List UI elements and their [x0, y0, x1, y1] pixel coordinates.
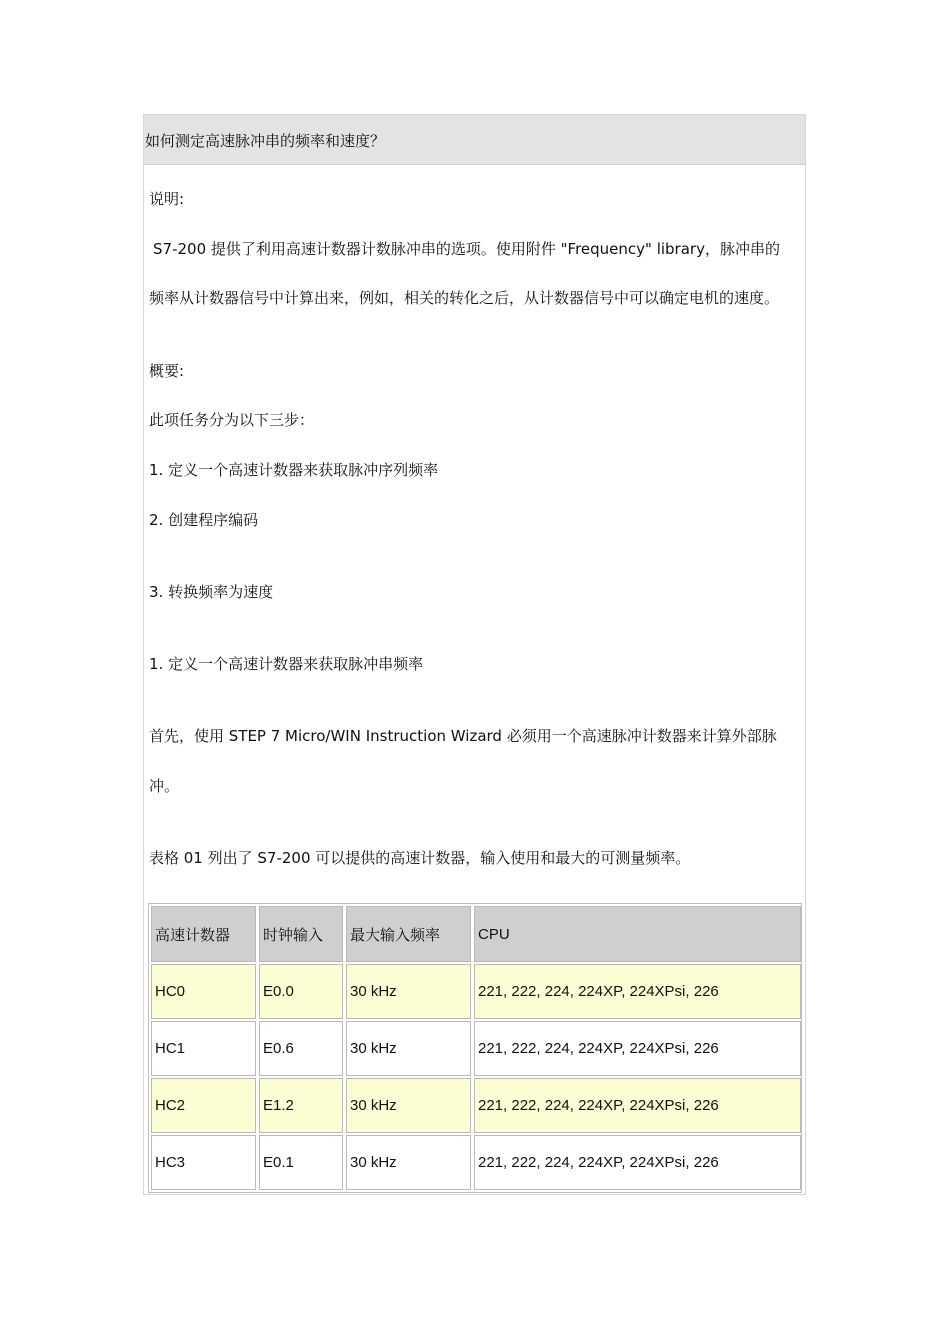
description-line-1: S7-200 提供了利用高速计数器计数脉冲串的选项。使用附件 "Frequency" library，脉冲串的 — [153, 240, 780, 258]
section-1-line-2: 冲。 — [149, 777, 180, 795]
table-header-cell: 高速计数器 — [151, 906, 256, 962]
table-intro: 表格 01 列出了 S7-200 可以提供的高速计数器，输入使用和最大的可测量频率。 — [149, 849, 691, 867]
table-cell: HC1 — [151, 1021, 256, 1076]
overview-label: 概要: — [149, 362, 185, 380]
table-cell: E0.1 — [259, 1135, 343, 1190]
table-cell: 221, 222, 224, 224XP, 224XPsi, 226 — [474, 1135, 801, 1190]
description-line-2: 频率从计数器信号中计算出来，例如，相关的转化之后，从计数器信号中可以确定电机的速度。 — [149, 289, 780, 307]
table-cell: 30 kHz — [346, 1078, 471, 1133]
step-2: 2. 创建程序编码 — [149, 511, 259, 529]
table-header-cell: 最大输入频率 — [346, 906, 471, 962]
overview-intro: 此项任务分为以下三步： — [149, 411, 315, 429]
section-1-line-1: 首先，使用 STEP 7 Micro/WIN Instruction Wizard 必须用一个高速脉冲计数器来计算外部脉 — [149, 727, 777, 745]
table-cell: 30 kHz — [346, 1021, 471, 1076]
section-1-heading: 1. 定义一个高速计数器来获取脉冲串频率 — [149, 655, 424, 673]
step-1: 1. 定义一个高速计数器来获取脉冲序列频率 — [149, 461, 439, 479]
page-title: 如何测定高速脉冲串的频率和速度？ — [145, 132, 386, 150]
step-3: 3. 转换频率为速度 — [149, 583, 274, 601]
table-cell: 30 kHz — [346, 1135, 471, 1190]
table-cell: E0.0 — [259, 964, 343, 1019]
table-cell: E1.2 — [259, 1078, 343, 1133]
table-cell: 221, 222, 224, 224XP, 224XPsi, 226 — [474, 1021, 801, 1076]
table-cell: 221, 222, 224, 224XP, 224XPsi, 226 — [474, 1078, 801, 1133]
table-cell: HC2 — [151, 1078, 256, 1133]
table-cell: 221, 222, 224, 224XP, 224XPsi, 226 — [474, 964, 801, 1019]
table-cell: HC0 — [151, 964, 256, 1019]
description-label: 说明: — [149, 190, 185, 208]
counter-table — [148, 903, 802, 1193]
table-cell: HC3 — [151, 1135, 256, 1190]
table-header-cell: 时钟输入 — [259, 906, 343, 962]
table-cell: E0.6 — [259, 1021, 343, 1076]
table-cell: 30 kHz — [346, 964, 471, 1019]
table-header-cell: CPU — [474, 906, 801, 962]
